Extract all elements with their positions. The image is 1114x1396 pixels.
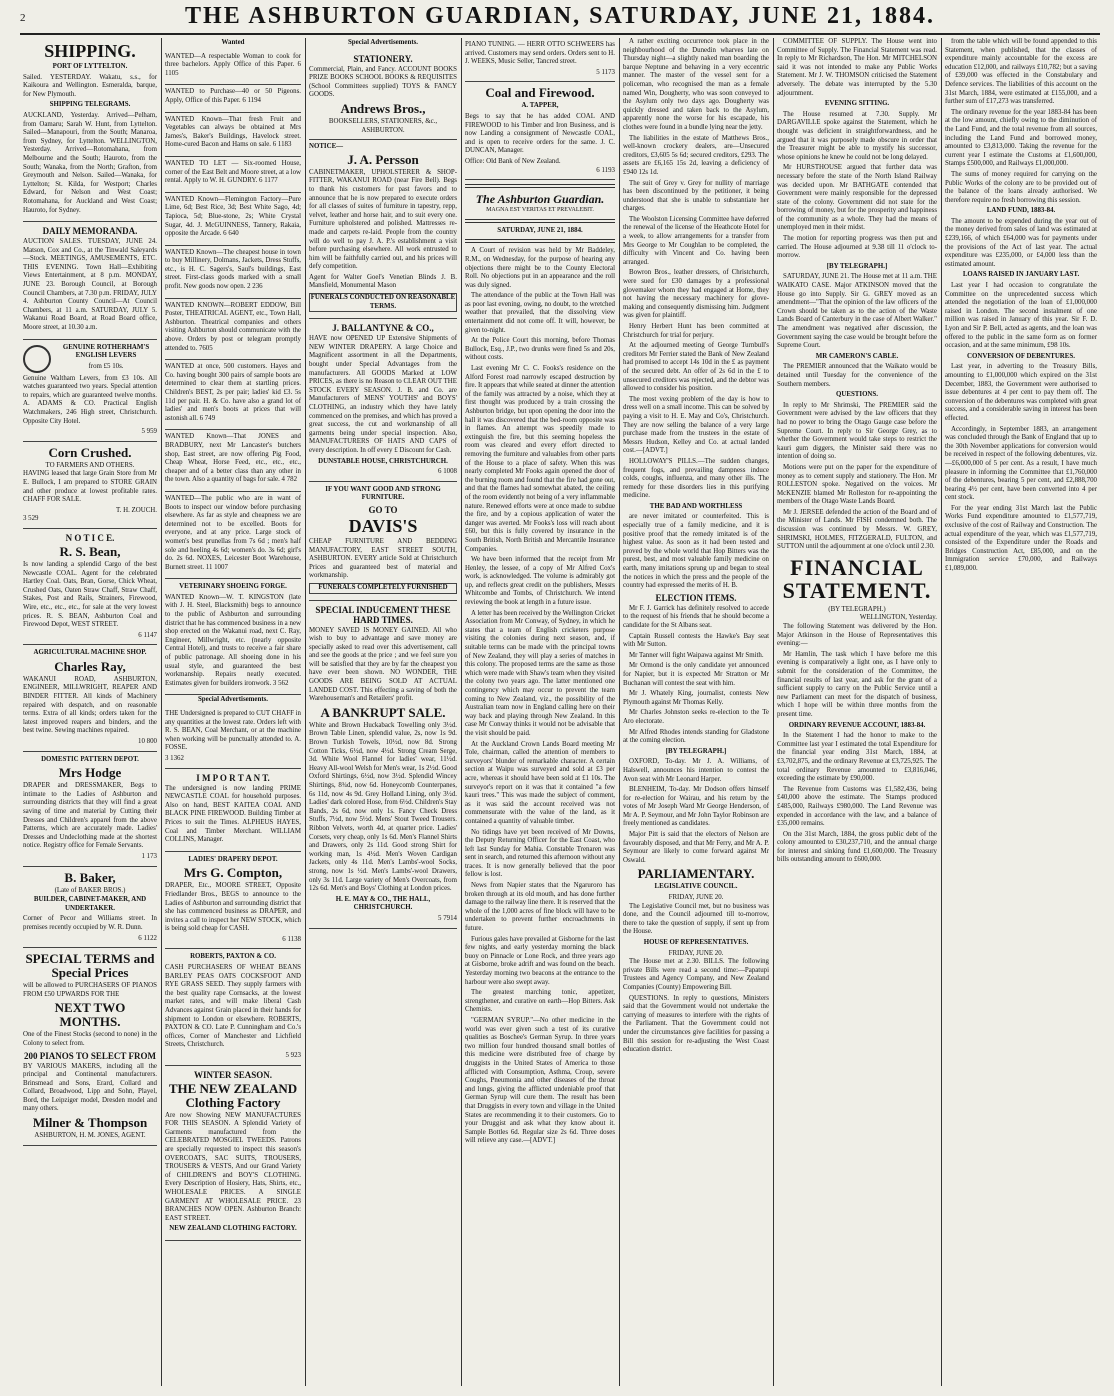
editorial-paragraph: A Court of revision was held by Mr Baddeley, R.M., on Wednesday, for the purpose of hearing any objections there might be to the County Electoral Roll. No objections put in an appearance and the roll was duly signed. [465, 247, 615, 289]
terms-text: will be allowed to PURCHASERS OF PIANOS FROM £50 UPWARDS FOR THE [23, 982, 157, 998]
hodge-heading: Mrs Hodge [58, 765, 122, 781]
important-text: The undersigned is now landing PRIME NEWCASTLE COAL for household purposes. Also on hand, BEST KAITEA COAL AND BLACK PINE FIREWOOD. Building Timber at Prices to suit the Times. ALPHEUS HAYES, Coal and Timber Merchant. WILLIAM COLLINS, Manager. [165, 784, 301, 844]
telegrams-heading: SHIPPING TELEGRAMS. [49, 101, 131, 109]
wanted-ad-text: WANTED Known—That fresh Fruit and Vegetables can always be obtained at Mrs James's, Baker's Buildings, Havelock street. Home-cured Bacon and Hams on sale. 6 1183 [165, 115, 301, 149]
winter-heading: WINTER SEASON. [193, 1069, 273, 1080]
financial-paragraph: In the Statement I had the honor to make to the Committee last year I estimated the total Expenditure for the financial year ending 31st March, 1884, at £3,702,875, and the ordinary Revenue at £3,725,925. The total ordinary Revenue amounted to £3,816,046, exceeding the estimate by £90,000. [777, 732, 937, 783]
roberts-heading: ROBERTS, PAXTON & CO. [190, 953, 276, 961]
news-paragraph: Bowron Bros., leather dressers, of Christchurch, were sued for £30 damages by a professional glovemaker whom they had engaged at Home, they not having the necessary machinery for glove-making and consequently dismissing him. Judgment was given for plaintiff. [623, 269, 769, 320]
election-item: Mr Charles Johnston seeks re-election to the Te Aro electorate. [623, 709, 769, 725]
important-ad [165, 769, 301, 852]
masthead [20, 0, 1100, 35]
land-fund-heading: LAND FUND, 1883-84. [986, 207, 1056, 215]
column-2 [162, 38, 304, 1386]
financial-place: WELLINGTON, Yesterday. [859, 614, 937, 622]
financial-continued-column [945, 38, 1097, 574]
financial-paragraph: from the table which will be found appended to this Statement, when published, that the classes of expenditure mainly accountable for the excess are education £12,000, and railways £10,782; but a saving of £39,000 was effected in the Constabulary and Defence services. The liabilities of this account on the 31st March, 1884, were estimated at £155,000, and a further sum of £17,273 was transferred. [945, 38, 1097, 106]
stationery-text: Commercial, Plain, and Fancy. ACCOUNT BOOKS PRIZE BOOKS SCHOOL BOOKS & REQUISITES (School Committees supplied) TOYS & FANCY GOODS. [309, 65, 457, 99]
legislative-date: FRIDAY, JUNE 20. [668, 894, 724, 902]
wanted-ad [165, 246, 301, 299]
corn-text: HAVING leased that large Grain Store from Mr E. Bullock, I am prepared to STORE GRAIN and other produce at lowest profitable rates. CHAFF FOR SALE. [23, 470, 157, 504]
wanted-heading: Wanted [221, 39, 245, 46]
veterinary-ad [165, 579, 301, 695]
masthead-rule [465, 219, 615, 223]
masthead-rule [465, 184, 615, 188]
corn-signature: T. H. ZOUCH. [115, 506, 157, 514]
pianos-heading: 200 PIANOS TO SELECT FROM [23, 1050, 157, 1061]
davis-heading: DAVIS'S [348, 515, 418, 536]
bankrupt-ad [309, 601, 457, 929]
bad-heading: THE BAD AND WORTHLESS [649, 502, 743, 510]
davis-text: CHEAP FURNITURE AND BEDDING MANUFACTORY, EAST STREET SOUTH, ASHBURTON. EVERY article Sold at Christchurch Prices and guaranteed best of material and workmanship. [309, 537, 457, 580]
financial-paragraph: For the year ending 31st March last the Public Works Fund expenditure amounted to £1,577,719, exclusive of the cost of Railway and Construction. The actual expenditure of the year, which was £1,577,719, consisted of the Expenditure under the Roads and Bridges Construction Act, £85,000, and on the Immigration service £70,000, and Railways £1,089,000. [945, 504, 1097, 573]
ballantyne-ad [309, 319, 457, 482]
election-item: Mr Ormond is the only candidate yet announced for Napier, but it is expected Mr Stratton or Mr Buchanan will contest the seat with him. [623, 662, 769, 687]
wanted-ad-text: WANTED TO LET — Six-roomed House, corner of the East Belt and Moore street, at a low rental. Apply to W. H. GUNDRY. 6 1177 [165, 159, 301, 185]
wanted-ad [165, 299, 301, 361]
column-3 [306, 38, 460, 1386]
loans-heading: LOANS RAISED IN JANUARY LAST. [962, 271, 1080, 279]
notice-heading: N O T I C E. [65, 532, 115, 543]
conversion-heading: CONVERSION OF DEBENTURES. [967, 352, 1075, 360]
coal-heading: Coal and Firewood. [485, 85, 595, 101]
wanted-ad-text: WANTED Known—The cheapest house in town to buy Millinery, Dolmans, Jackets, Dress Stuffs, etc., is H. C. Sagers's, Saul's buildings, East street. First-class goods marked with a small profit. New goods now open. 2 236 [165, 248, 301, 291]
baker-sub: (Late of BAKER BROS.) [54, 886, 126, 894]
chaff-text: THE Undersigned is prepared to CUT CHAFF in any quantities at the lowest rate. Orders left with R. S. BEAN, Coal Merchant, or at the machine when working will be punctually attended to. A. FOSSE. [165, 710, 301, 752]
watch-heading: GENUINE ROTHERHAM'S ENGLISH LEVERS [62, 343, 150, 360]
ballantyne-text: HAVE now OPENED UP Extensive Shipments of NEW WINTER DRAPERY. A large Choice and Magnificent assortment in all the Departments, bought under Special Advantages from the manufacturers. All GOODS Marked at LOW PRICES, as there is no Reason to CLEAR OUT THE STOCK EVERY SEASON. J. B. and Co. are Manufacturers of MENS' YOUTHS' and BOYS' CLOTHING, an industry which they have lately commenced on the premises, and which has proved a great success, the cut and workmanship of all garments being under special inspection. Also, MANUFACTURERS OF HATS AND CAPS of every description. In off every £ Discount for Cash. [309, 335, 457, 454]
column-6 [774, 38, 940, 1386]
important-heading: I M P O R T A N T. [196, 772, 270, 783]
watch-icon [23, 345, 51, 373]
column-4 [462, 38, 618, 1386]
roberts-ref: 5 923 [285, 1052, 301, 1059]
financial-paragraph: Last year, in adverting to the Treasury Bills, amounting to £1,000,000 which expired on the 31st December, 1883, the Government were authorised to issue debentures at 4 per cent to pay them off. The conversion of the debentures was completed with great success, and a considerable saving in interest has been effected. [945, 363, 1097, 422]
telegraph-item: BLENHEIM, To-day. Mr Dodson offers himself for re-election for Wairau, and his return by the votes of Mr Joseph Ward Mr George Henderson, of Mr A. P. Seymour, and Mr John Taylor Robinson are freely mentioned as candidates. [623, 786, 769, 828]
tapper-name: A. TAPPER, [521, 102, 559, 110]
parliament-paragraph: The House resumed at 7.30. Supply. Mr DARGAVILLE spoke against the Statement, which he thought was deficient in straightforwardness, and he argued that it was purposely made obscure in order that the Treasurer might be able to mystify his successor, whose opinions he knew he could not be long delayed. [777, 110, 937, 161]
hodge-ref: 1 173 [141, 852, 157, 860]
legislative-text: The Legislative Council met, but no business was done, and the Council adjourned till to-morrow, there to take the question of supply, if sent up from the House. [623, 902, 769, 936]
andrews-heading: Andrews Bros., [340, 100, 426, 116]
clothing-text: Are now Showing NEW MANUFACTURES FOR THIS SEASON. A Splendid Variety of Garments manufactured from the CELEBRATED MOSGIEL TWEEDS. Patrons are specially requested to inspect this season's OVERCOATS, SAC SUITS, TROUSERS, TROUSERS & VESTS, And our Grand Variety of CHILDREN'S and BOY'S CLOTHING. Every Description of Hosiery, Hats, Shirts, etc., WHOLESALE PRICES. A SINGLE GARMENT AT WHOLESALE PRICE. 23 BRANCHES NOW OPEN. Ashburton Branch: EAST STREET. [165, 1111, 301, 1222]
editorial-paragraph: "GERMAN SYRUP."—No other medicine in the world was ever given such a test of its curative qualities as Boschee's German Syrup. In three years two million four hundred thousand small bottles of this medicine were distributed free of charge by druggists in the United States of America to those afflicted with Consumption, Asthma, Croup, severe Coughs, Pneumonia and other diseases of the throat and lungs, giving the afflicted undeniable proof that German Syrup will cure them. The result has been that Druggists in every town and village in the United States are recommending it to their customers. Go to your Druggist and ask what they know about it. Sample Bottles 6d. Regular size 2s 6d. Three doses will relieve any case.—[ADVT.] [465, 1016, 615, 1145]
coal-ad [465, 82, 615, 180]
baker-trade: BUILDER, CABINET-MAKER, AND UNDERTAKER. [33, 896, 147, 912]
news-paragraph: The most vexing problem of the day is how to dress well on a small income. This can be solved by paying a visit to H. E. May and Co's, Christchurch. They are now selling the balance of a very large purchase made from the trustees in the estate of Messrs Hudson, Kelley and Co. at actual landed cost.—[ADVT.] [623, 395, 769, 455]
editorial-masthead: The Ashburton Guardian. [475, 192, 605, 207]
wanted-ad [165, 113, 301, 157]
funerals-box-2: FUNERALS COMPLETELY FURNISHED [309, 583, 457, 594]
wanted-ad [165, 85, 301, 112]
roberts-text: CASH PURCHASERS OF WHEAT BEANS BARLEY PEAS OATS COCKSFOOT AND RYE GRASS SEED. They supply farmers with the best quality rape Cornsacks, at the lowest market rates, and will make liberal Cash Advances against Grain placed in their hands for shipment to London or elsewhere. ROBERTS, PAXTON & CO. Late P. Cunningham and Co.'s offices, Corner of Manchester and Lichfield Streets, Christchurch. [165, 964, 301, 1049]
questions-heading: QUESTIONS. [836, 391, 878, 399]
veterinary-text: WANTED Known—W. T. KINGSTON (late with J. H. Steel, Blacksmith) begs to announce to the public of Ashburton and surrounding district that he has commenced business in a new shop erected on the Wakanui road, next C. Ray, Engineer, Millwright, etc. (nearly opposite Central Hotel), and trusts to receive a fair share of public patronage. All shoeing done in his usual style, and guaranteed the best workmanship. Repairs neatly executed. Estimates given for builders ironwork. 3 562 [165, 593, 301, 687]
editorial-paragraph: The greatest marching tonic, appetizer, strengthener, and curative on earth—Hop Bitters. Ask Chemists. [465, 989, 615, 1014]
funerals-box: FUNERALS CONDUCTED ON REASONABLE TERMS. [309, 293, 457, 312]
parliament-paragraph: Motions were put on the paper for the expenditure of money as to cement supply and stationery. The Hon. Mr ROLLESTON spoke. Negatived on the voices. Mr McKENZIE blamed Mr Rolleston for re-appointing the members of the Otago Waste Lands Board. [777, 463, 937, 506]
wanted-ad-text: WANTED—The public who are in want of Boots to inspect our window before purchasing elsewhere. As far as style and cheapness we are determined not to be excelled. Boots for everyone, and at any price. Large stock of women's best prunellas from 7s 6d ; men's half sole and heeling 4s 6d; women's do. 3s 6d; girl's do. 2s 6d. NOXES, Leicester Boot Warehouse, Burnett street. 11 1007 [165, 494, 301, 571]
financial-paragraph: The Revenue from Customs was £1,582,436, being £40,000 above the estimate. The Stamps produced £485,000, Railways £980,000. The Land Revenue was expended in accordance with the law, and a balance of £35,000 remains. [777, 785, 937, 828]
parliament-paragraph: Mr HURSTHOUSE argued that further data was necessary before the state of the North Island Railway was decided upon. Mr BATHGATE contended that Government were mainly responsible for the depressed state of the colony. Government did not state for the borrowing of money, but for the prosperity and happiness of the community as a whole. They had the means of unemployed men in their midst. [777, 164, 937, 232]
bankrupt-footer: H. E. MAY & CO., THE HALL, CHRISTCHURCH. [335, 895, 431, 912]
parliament-paragraph: COMMITTEE OF SUPPLY. The House went into Committee of Supply. The Financial Statement was read. In reply to Mr Richardson, The Hon. Mr MITCHELSON said it was not intended to make any Public Works Statement. Mr J. W. THOMSON criticised the Statement adversely. The debate was interrupted by the 5.30 adjournment. [777, 38, 937, 97]
compton-heading: Mrs G. Compton, [183, 865, 283, 881]
financial-paragraph: Last year I had occasion to congratulate the Committee on the unprecedented success which attended the negotiation of the loan of £1,000,000 raised in London. The second instalment of one million was raised in January of this year. Sir F. D. Lyon and Sir P. Bell, acted as agents, and the loan was offered to the public in the same form as on former occasion, and at the same minimum, £98 10s. [945, 282, 1097, 350]
parliament-paragraph: Mr J. JERSEE defended the action of the Board and of the Minister of Lands. Mr FISH condemned both. The discussion was continued by Messrs. W. GREY, SHRIMSKI, HOLMES, FITZGERALD, FULTON, and SUTTON until the adjournment at one o'clock until 2.30. [777, 508, 937, 551]
parliament-paragraph: The PREMIER announced that the Waikato would be detained until Tuesday for the convenience of the Southern members. [777, 363, 937, 388]
ballantyne-ref: 6 1008 [438, 468, 457, 476]
bean-text: Is now landing a splendid Cargo of the best Newcastle COAL. Agent for the celebrated Hartley Coal. Oats, Bran, Gorse, Chick Wheat, Crushed Oats, Oaten Straw Chaff, Straw Chaff, Stakes, Post and Rails, Strainers, Firewood, Wire, etc., etc., etc., for sale at the very lowest prices. R. S. BEAN, Ashburton Coal and Firewood Depot, WEST STREET. [23, 560, 157, 629]
watch-ad [23, 340, 157, 442]
ray-heading: Charles Ray, [54, 658, 126, 674]
watch-ref: 5 959 [141, 428, 157, 436]
column-1 [20, 38, 160, 1386]
corn-heading: Corn Crushed. [48, 444, 132, 460]
news-paragraph: At the adjourned meeting of George Turnbull's creditors Mr Ferrier stated the Bank of New Zealand had promised to accept 14s 10d in the £ as payment of the secured debt. An offer of 2s 6d in the £ to unsecured creditors was rejected, and the debtor was allowed to consider his position. [623, 342, 769, 393]
tapper-text: Begs to say that he has added COAL AND FIREWOOD to his Timber and Iron Business, and is now Landing a consignment of Newcastle COAL, and is open to receive orders for the same. J. C. DUNCAN, Manager. [465, 112, 615, 155]
milner-text: ASHBURTON, H. M. JONES, AGENT. [34, 1132, 146, 1140]
wanted-ad-text: WANTED Known—That JONES and BRADBURY, next Mr Lancaster's butchers shop, East street, are now offering Pig Food, Cheap Wheat, Horse Feed, etc., etc., etc., cheaper and of a better class than any other in the town. Also a quantity of bags for sale. 4 782 [165, 433, 301, 484]
milner-heading: Milner & Thompson [32, 1115, 148, 1131]
election-item: Mr J. Whately King, journalist, contests New Plymouth against Mr Thomas Kelly. [623, 690, 769, 706]
telegraph-item: Major Pitt is said that the electors of Nelson are favourably disposed, and that Mr Ferry, and Mr A. P. Seymour are likely to come forward against Mr Oswald. [623, 831, 769, 864]
corn-ad [23, 442, 157, 529]
wanted-ad [165, 157, 301, 193]
wanted-ad-text: WANTED—A respectable Woman to cook for three bachelors. Apply Office of this Paper. 6 1105 [165, 52, 301, 77]
evening-heading: EVENING SITTING. [824, 100, 890, 108]
telegrams-text: AUCKLAND, Yesterday. Arrived—Pelham, from Oamaru; Sarah W. Hunt, from Lyttelton. Sailed—Manapouri, from the South; Manaroa, from Sydney, for Lyttelton. WELLINGTON, Yesterday. Arrived—Rotomahana, from Melbourne and the South; Hauroto, from the South; Wanaka, from the North; Grafton, from Greymouth and Nelson. Sailed—Wanaka, for Lyttelton; St. Kilda, for Westport; Charles Edward, for Nelson and West Coast; Rotomahana, for Auckland and West Coast; Hauroto, for Sydney. [23, 111, 157, 214]
wanted-ad [165, 492, 301, 579]
parliamentary-heading: PARLIAMENTARY. [637, 866, 755, 882]
ballantyne-footer: DUNSTABLE HOUSE, CHRISTCHURCH. [318, 457, 448, 465]
watch-price: from £5 10s. [88, 362, 124, 370]
election-item: Captain Russell contests the Hawke's Bay seat with Mr Sutton. [623, 632, 769, 649]
bankrupt-heading: A BANKRUPT SALE. [320, 704, 446, 720]
bean-ad [23, 529, 157, 645]
news-paragraph: HOLLOWAY'S PILLS.—The sudden changes, frequent fogs, and prevailing dampness induce colds, coughs, influenza, and many other ills. The remedy for these disorders lies in this purifying medicine. [623, 457, 769, 500]
news-paragraph: The Woolston Licensing Committee have deferred the renewal of the license of the Heathcote Hotel for a week, to allow arrangements for a transfer from Mrs George to Mr Coughlan to be completed, the difficulty with Vincent and Co. having been arranged. [623, 215, 769, 266]
election-item: Mr Tanner will fight Waipawa against Mr Smith. [629, 651, 764, 659]
column-5 [620, 38, 772, 1386]
shipping-heading: SHIPPING. [44, 41, 136, 61]
bankrupt-text: White and Brown Huckaback Towelling only 3½d. Brown Table Linen, splendid value, 2s, now 1s 9d. Brown Turkish Towels, 10½d, now 8d. Strong Cotton Ticks, 6½d, now 4½d. Strong Cream Serge, 3d. White Wool Flannel for ladies' wear, 11½d. Heavy All-wool Welsh for Men's wear, 1s 2½d. Good Oxford Shirtings, 6½d, now 3½d. Splendid Wincey Shirtings, 8¾d, now 6d. Honeycomb Counterpanes, 6s 11d, now 4s 9d. Grey Holland Lining, only 3½d. Ladies' dark colored Hose, from 6½d. Children's Stay Bands, 2s 6d, now only 1s. Fancy Check Dress Stuffs, 7½d, now 5½d. Mens' Stout Tweed Trousers. Ribbon Velvets, worth 4d, at quarter price. Ladies' Corsets, very cheap, only 1s 6d. Men's Flannel Shirts and Drawers, only 2s 11d. Good strong Shirt for working man, 1s 4½d. Men's Woven Cardigan Jackets, only 4s 11d. Men's Lambs'-wool Socks, strong, now 1s ½d. Men's Lambs'-wool Drawers, only 3s 11d. Large variety of Men's Overcoats, from 12s 6d. Men's and Boys' Clothing at London prices. [309, 721, 457, 893]
watch-text: Genuine Waltham Levers, from £3 10s. All watches guaranteed two years. Special attention to repairs, which are guaranteed twelve months. A. ADAMS & CO. Practical English Watchmakers, 246 High street, Christchurch. Opposite City Hotel. [23, 374, 157, 425]
editorial-paragraph: We have been informed that the receipt from Mr Henley, the lessee, of a copy of Mr Alfred Cox's work, is acknowledged. The volume is admirably got up, and reflects great credit on the publishers, Messrs Whitcombe and Tombs, of Christchurch. We intend reviewing the book at length in a future issue. [465, 556, 615, 607]
bankrupt-ref: 5 7914 [438, 914, 457, 922]
news-paragraph: The suit of Grey v. Grey for nullity of marriage has been discontinued by the petitioner, it being understood that she is unable to substantiate her charges. [623, 179, 769, 213]
persson-text: CABINETMAKER, UPHOLSTERER & SHOP-FITTER, WAKANUI ROAD (near Fire Bell). Begs to thank his customers for past favors and to announce that he is now prepared to execute orders for all classes of suites of furniture in tapestry, repp, velvet, leather and horse hair, and to suit every one. Furniture upholstered and polished. Mattresses re-made and carpets re-laid. People from the country will do well to pay J. A. P.'s establishment a visit before purchasing elsewhere. All work entrusted to him will be faithfully carried out, and his prices will defy competition. [309, 168, 457, 271]
telegraph-heading: [BY TELEGRAPH.] [665, 747, 727, 755]
masthead-rule [465, 239, 615, 243]
news-paragraph: Henry Herbert Hunt has been committed at Christchurch for trial for perjury. [623, 323, 769, 339]
telegraph-heading: [BY TELEGRAPH.] [826, 262, 888, 270]
editorial-paragraph: Last evening Mr C. C. Fooks's residence on the Alford Forest road narrowly escaped destruction by fire. It appears that while seated at dinner the attention of the family was attracted by a noise, which they at first thought was produced by a train crossing the Ashburton bridge, but upon opening the door into the hall it was discovered that the bed-room opposite was in flames. An attempt was speedily made to extinguish the fire, but this seeming hopeless the room was cleared and every effort directed to removing the furniture and valuables from other parts of the House to a place of safety. When this was nearly completed Mr Fooks again opened the door of the burning room and found that the fire had gone out, and that the flames had somewhat abated, the ceiling of the room evidently not being of a very inflammable nature. Renewed efforts were at once made to subdue the fire, and by a copious application of water the danger was averted. Mr Fooks's loss will reach about £60, but this is fully covered by insurance in the South British, North British and Mercantile Insurance Companies. [465, 365, 616, 553]
piano-terms-ad [23, 948, 157, 1146]
davis-go: GO TO [368, 504, 398, 515]
wanted-ad-text: WANTED to Purchase—40 or 50 Pigeons. Apply, Office of this Paper. 6 1194 [165, 88, 301, 104]
wanted-ad [165, 360, 301, 430]
port-heading: PORT OF LYTTELTON. [52, 63, 128, 70]
parliament-paragraph: The motion for reporting progress was then put and carried. The House adjourned at 9.38 till 11 o'clock to-morrow. [777, 235, 937, 260]
editorial-paragraph: The attendance of the public at the Town Hall was as poor last evening, owing, no doubt, to the wretched weather that prevailed, that the dissolving view entertainment did not come off. It will, however, be given to-night. [465, 292, 615, 334]
parliament-paragraph: SATURDAY, JUNE 21. The House met at 11 a.m. THE WAIKATO CASE. Major ATKINSON moved that the House go into Supply. Sir G. GREY moved as an amendment—"That the opinion of the law officers of the Crown should be taken as to the action of the Waste Lands Board of Canterbury in the case of Albert Walker." The amendment was negatived after discussion, the Government saying the case would be brought before the Supreme Court. [777, 273, 937, 350]
persson-heading: J. A. Persson [347, 151, 419, 167]
telegraph-item: OXFORD, To-day. Mr J. A. Williams, of Halswell, announces his intention to contest the Avon seat with Mr Leonard Harper. [623, 758, 769, 783]
corn-sub: TO FARMERS AND OTHERS. [45, 461, 135, 469]
house-date: FRIDAY, JUNE 20. [668, 949, 724, 957]
baker-heading: B. Baker, [64, 869, 116, 885]
ray-ad [23, 645, 157, 751]
shipping-text: Sailed. YESTERDAY. Wakatu, s.s., for Kaikoura and Wellington. Esmeralda, barque, for New Plymouth. [23, 73, 157, 98]
memoranda-text: AUCTION SALES. TUESDAY, JUNE 24. Matson, Cox and Co., at the Tinwald Saleyards—Stock. MEETINGS, AMUSEMENTS, ETC. THIS EVENING. Town Hall—Exhibiting Views Entertainment, at 8 p.m. MONDAY, JUNE 23. Borough Council, at Borough Council Chambers, at 7.30 p.m. FRIDAY, JULY 4. Ashburton County Council—At Council Chambers, at 11 a.m. SATURDAY, JULY 5. Wakanui Road Board, at Road Board office, Moore street, at 10.30 a.m. [23, 238, 157, 332]
ordinary-revenue-heading: ORDINARY REVENUE ACCOUNT, 1883-84. [788, 721, 926, 729]
financial-paragraph: Accordingly, in September 1883, an arrangement was concluded through the Bank of England that up to the 30th November applications for conversion would be received in respect of the following debentures, viz.—£6,000,000 of 5 per cent. As a result, I have much pleasure in informing the Committee that £1,760,000 of the debentures, bearing 5 per cent, and £2,888,700 bearing 4½ per cent, have been converted into 4 per cent stock. [945, 425, 1097, 502]
stationery-ad [309, 50, 457, 141]
news-paragraph: are never imitated or counterfeited. This is especially true of a family medicine, and it is positive proof that the remedy imitated is of the highest value. As soon as it had been tested and proved by the whole world that Hop Bitters was the purest, best, and most valuable family medicine on earth, many imitations sprung up and began to steal the notices in which the press and the people of the country had expressed the merits of H. B. [623, 513, 769, 590]
inducement-heading: SPECIAL INDUCEMENT THESE HARD TIMES. [315, 604, 451, 625]
chaff-ref: 3 1362 [165, 754, 184, 762]
news-column [623, 38, 769, 1055]
financial-paragraph: The ordinary revenue for the year 1883-84 has been at the low amount, chiefly owing to the diminution of the Land Fund, and the total revenue from all sources, including the Land Fund and borrowed money, amounted to £3,813,000. Taking the revenue for the current year I estimate the Customs at £1,600,000, Stamps £500,000, and Railways £1,000,000. [945, 108, 1097, 168]
wanted-ad-text: WANTED at once, 500 customers. Hayes and Co. having bought 300 pairs of sample boots are determined to clear them at startling prices. Children's BEST, 2s per pair; ladies' kid £3. 5s 11d per pair. H. & Co. have also a grand lot of ladies' and men's boots at prices that will astonish all. 6 749 [165, 363, 301, 422]
column-7 [942, 38, 1100, 1386]
piano-tuning-ref: 5 1173 [596, 68, 615, 76]
bean-heading: R. S. Bean, [59, 543, 121, 559]
pattern-heading: DOMESTIC PATTERN DEPOT. [41, 755, 139, 763]
financial-telegraph: (BY TELEGRAPH.) [828, 605, 886, 613]
financial-paragraph: The amount to be expended during the year out of the money derived from sales of land was estimated at £239,166, of which £64,000 was for payments under the provisions of the Act of last year. The actual expenditure was £235,000, or £4,000 less than the estimated amount. [945, 217, 1097, 268]
inducement-text: MONEY SAVED IS MONEY GAINED. All who wish to buy to advantage and save money are specially asked to read over this advertisement, call and see the goods at the price ; and we feel sure you will be satisfied that they are by far the cheapest you have ever been shown. NO WONDER, THE GOODS ARE BEING SOLD AT ACTUAL LANDED COST. This effecting a saving of both the Warehouseman's and Retailers' profit. [309, 626, 457, 703]
persson-notice: NOTICE— [309, 143, 344, 151]
election-item: Mr Alfred Rhodes intends standing for Gladstone at the coming election. [623, 728, 769, 745]
months-text: One of the Finest Stocks (second to none) in the Colony to select from. [23, 1031, 157, 1047]
piano-tuning-text: PIANO TUNING. — HERR OTTO SCHWEERS has arrived. Customers may send orders. Orders sent to H. J. WEEKS, Music Seller, Tancred street. [465, 41, 615, 66]
wanted-ad-text: WANTED Known—Flemington Factory—Pure Lime, 6d; Best Rice, 3d; Best White Sago, 4d; Tapioca, 5d; Blue-stone, 2s; White Crystal Sugar, 4d. J. McGUINNESS, Tannery, Rakaia, opposite the Arcade. 6 640 [165, 195, 301, 238]
davis-ad [309, 482, 457, 601]
house-heading: HOUSE OF REPRESENTATIVES. [643, 939, 749, 946]
election-heading: ELECTION ITEMS. [655, 592, 737, 603]
financial-paragraph: Mr Hamlin, The task which I have before me this evening is comparatively a light one, as I have only to submit for the consideration of the Committee, the financial results of last year, and ask for the grant of a sufficient supply to carry on the Public Service until a new Parliament can meet for the dispatch of business, which I hope will be within three months from the present time. [777, 650, 937, 718]
chaff-ad [165, 707, 301, 769]
wanted-ad [165, 50, 301, 86]
roberts-ad [165, 949, 301, 1065]
pianos-text: BY VARIOUS MAKERS, including all the principal and Continental manufacturers. Brinsmead and Sons, Erard, Collard and Collard, Broadwood, Lipp and Sohn, Playel, Bord, the Leipziger model, Dresden model and many others. [23, 1062, 157, 1113]
persson-ad [309, 140, 457, 319]
newspaper-title: THE ASHBURTON GUARDIAN, SATURDAY, JUNE 21, 1884. [185, 3, 935, 29]
editorial-motto: MAGNA EST VERITAS ET PREVALEBIT. [486, 207, 594, 214]
wanted-ad [165, 193, 301, 246]
editorial-date: SATURDAY, JUNE 21, 1884. [497, 226, 583, 234]
agricultural-heading: AGRICULTURAL MACHINE SHOP. [33, 649, 147, 657]
news-paragraph: The liabilities in the estate of Matthews Bros., well-known crockery dealers, are—Unsecured creditors, £3,605 5s 6d; secured creditors, £293. The assets are £6,165 15s 2d, leaving a deficiency of £940 12s 1d. [623, 134, 769, 176]
editorial-paragraph: No tidings have yet been received of Mr Downs, the Deputy Returning Officer for the East Coast, who left last Sunday for Mahia. Constable Trenaren was sent in search, and returned this afternoon without any traces. It is now generally believed that the poor fellow is lost. [465, 828, 615, 879]
editorial-column [465, 247, 615, 1146]
memoranda-heading: DAILY MEMORANDA. [42, 226, 138, 237]
hodge-ad [23, 752, 157, 867]
financial-paragraph: The following Statement was delivered by the Hon. Major Atkinson in the House of Representatives this evening:— [777, 623, 937, 648]
tapper-office: Office: Old Bank of New Zealand. [465, 157, 561, 165]
editorial-paragraph: News from Napier states that the Ngaruroro has broken through at its old mouth, and has done further damage to the railway line there. It is reserved that the whole of the 1,000 acres of fine block will have to be undertaken to prevent further encroachments in future. [465, 882, 615, 933]
election-item: Mr F. J. Garrick has definitely resolved to accede to the request of his friends that he should become a candidate for the St Albans seat. [623, 604, 769, 629]
editorial-paragraph: At the Police Court this morning, before Thomas Bullock, Esq., J.P., two drunks were fined 5s and 20s, without costs. [465, 337, 615, 362]
ray-ref: 10 800 [138, 738, 157, 746]
compton-text: DRAPER, Etc., MOORE STREET, Opposite Friedlander Bros., BEGS to announce to the Ladies of Ashburton and surrounding district that she has commenced business as DRAPER, and invites a call to inspect her NEW STOCK, which is being sold cheap for CASH. [165, 882, 301, 933]
ray-text: WAKANUI ROAD, ASHBURTON, ENGINEER, MILLWRIGHT, REAPER AND BINDER FITTER. All kinds of Machinery repaired with despatch, and on reasonable terms. Extra of all kinds; orders taken for the latest improved reapers and binders, and the best twine. Sewing machines repaired. [23, 675, 157, 735]
compton-ad [165, 852, 301, 950]
clothing-heading: THE NEW ZEALAND Clothing Factory [168, 1080, 298, 1110]
house-text: The House met at 2.30. BILLS. The following private Bills were read a second time:—Papatupi Trustees and Agency Company, and New Zealand Companies (County) Empowering Bill. [623, 958, 769, 991]
ballantyne-heading: J. BALLANTYNE & CO., [332, 323, 434, 334]
hodge-text: DRAPER and DRESSMAKER, Begs to intimate to the Ladies of Ashburton and surrounding districts that they will find a great saving of time and material by Cutting their Dresses and Children's apparel from the above Patterns, which are accurately made. Ladies' Dresses and Undeclothing made at the shortest notice. Registry office for Female Servants. [23, 782, 157, 850]
parliament-column [777, 38, 937, 865]
questions-text: QUESTIONS. In reply to questions, Ministers said that the Government would not undertake the carrying of measures to interfere with the rights of the Parliament. That the Government could not under the circumstances give facilities for passing a Bill this session for re-adjusting the West Coast education district. [623, 994, 769, 1054]
clothing-ad [165, 1066, 301, 1241]
compton-ref: 6 1138 [282, 935, 301, 943]
news-paragraph: A rather exciting occurrence took place in the neighbourhood of the Dunedin wharves late on Thursday night—a slightly naked man boarding the barque Neptune and behaving in a very eccentric manner. The master of the vessel sent for a policeman, who recognised the man as a female named Win, Dougherty, who was soon conveyed to the Asylum only two days ago. Dougherty was quickly dressed and taken back to the Asylum, apparently none the worse for his escapade, his clothes were found in a bundle lying near the jetty. [623, 38, 769, 131]
draper-sub: LADIES' DRAPERY DEPOT. [188, 855, 278, 863]
stationery-heading: STATIONERY. [353, 53, 413, 64]
financial-paragraph: The sums of money required for carrying on the Public Works of the colony are to be provided out of the balance of the loans already authorised. We therefore require no fresh borrowing this session. [945, 170, 1097, 204]
financial-statement-heading: FINANCIAL STATEMENT. [782, 554, 932, 603]
page-number: 2 [20, 12, 26, 24]
parliament-paragraph: In reply to Mr Shrimski, The PREMIER said the Government were advised by the law officers that they had no power to bring the Otago Gauge case before the Supreme Court. In reply to Sir George Grey, as to whether the Government would take steps to restrict the kauri gum diggers, the Minister said there was no intention of doing so. [777, 401, 937, 461]
tapper-ref: 6 1193 [596, 166, 615, 174]
wanted-ad [165, 430, 301, 492]
memoranda-section [23, 222, 157, 340]
special-ads-heading: Special Advertisements. [347, 39, 419, 46]
cable-heading: MR CAMERON'S CABLE. [815, 352, 899, 360]
editorial-paragraph: Furious gales have prevailed at Gisborne for the last few nights, and early yesterday morning the black buoy on Pinnacle or Lone Rock, and three years ago at Gisborne, broke adrift and was found on the beach. Yesterday morning two beacons at the entrance to the harbour were also swept away. [465, 935, 615, 986]
editorial-paragraph: A letter has been received by the Wellington Cricket Association from Mr Conway, of Sydney, in which he states that a team of English cricketers purpose visiting the colonies during next season, and, if suitable terms can be made with the principal towns of New Zealand, they will play a series of matches in this colony. The proposed terms are the same as those which were made with Shaw's team when they visited the colony two years ago. The latter mentioned one contingency which may occur to prevent the team coming to New Zealand, viz., the possibility of the Australian team now in England calling here on their way back and playing through New Zealand. In this case Mr Conway thinks it would not be advisable that the visit should be paid. [465, 609, 615, 737]
special-ads-heading: Special Advertisements. [197, 696, 269, 704]
baker-ref: 6 1122 [138, 934, 157, 942]
terms-heading: SPECIAL TERMS and Special Prices [25, 951, 155, 981]
months-heading: NEXT TWO MONTHS. [54, 1000, 126, 1030]
andrews-text: BOOKSELLERS, STATIONERS, &c., ASHBURTON. [328, 117, 438, 134]
financial-paragraph: On the 31st March, 1884, the gross public debt of the colony amounted to £30,237,710, and the annual charge for interest and sinking fund £1,600,000. The Treasury bills outstanding amount to £600,000. [777, 830, 937, 864]
legislative-heading: LEGISLATIVE COUNCIL. [654, 883, 738, 891]
bean-ref: 6 1147 [138, 631, 157, 639]
corn-ref: 3 529 [23, 515, 39, 523]
baker-ad [23, 867, 157, 949]
shipping-section [23, 38, 157, 222]
wanted-ad-text: WANTED KNOWN—ROBERT EDDOW, Bill Poster, THEATRICAL AGENT, etc., Town Hall, Ashburton. Theatrical companies and others visiting Ashburton should communicate with the above. Orders by post or telegram promptly attended to. 7605 [165, 301, 301, 352]
editorial-paragraph: At the Auckland Crown Lands Board meeting Mr Tole, chairman, called the attention of members to surveyors' blunder of remarkable character. A certain section at Waipu was surveyed and sold at £3 per acre, whereas it should have been sold at £1 10s. The surveyor's report on it was that it contained "a few kauri trees." This was made the subject of comment, as it was said the account received was not commensurate with the value of the land, as it contained a quantity of valuable timber. [465, 740, 615, 825]
baker-text: Corner of Pecor and Williams street. In premises recently occupied by W. R. Dunn. [23, 915, 157, 931]
piano-tuning-ad [465, 38, 615, 82]
veterinary-heading: VETERINARY SHOEING FORGE. [179, 583, 287, 591]
davis-want: IF YOU WANT GOOD AND STRONG FURNITURE. [325, 485, 441, 502]
persson-agent: Agent for Walter Goel's Venetian Blinds J. B. Mansfield, Monumental Mason [309, 273, 457, 290]
clothing-footer: NEW ZEALAND CLOTHING FACTORY. [169, 1225, 297, 1233]
